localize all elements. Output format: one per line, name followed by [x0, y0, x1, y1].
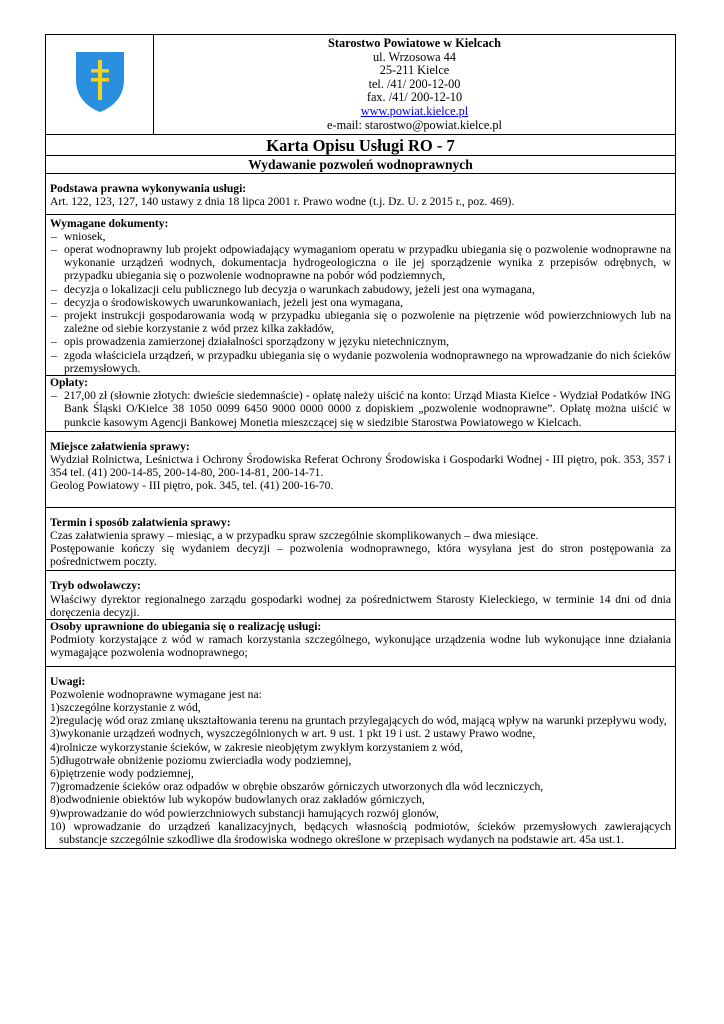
notes-intro: Pozwolenie wodnoprawne wymagane jest na: — [50, 687, 262, 701]
fees-list — [50, 389, 671, 429]
note-item: 7)gromadzenie ścieków oraz odpadów w obrębie obszarów górniczych utworzonych dla wód leczniczych, — [50, 780, 544, 794]
note-item: 5)długotrwałe obniżenie poziomu zwierciadła wody podziemnej, — [50, 753, 352, 767]
legal-basis-text: Art. 122, 123, 127, 140 ustawy z dnia 18 lipca 2001 r. Prawo wodne (t.j. Dz. U. z 2015 r., poz. 469). — [50, 195, 515, 209]
document-item: – decyzja o środowiskowych uwarunkowaniach, jeżeli jest ona wymagana, — [50, 296, 671, 309]
place-heading: Miejsce załatwienia sprawy: — [50, 439, 190, 453]
office-postal: 25-211 Kielce — [379, 63, 450, 78]
fee-item: – 217,00 zł (słownie złotych: dwieście siedemnaście) - opłatę należy uiścić na konto: Urząd Miasta Kielce - Wydział Podatków ING Bank Śląski O/Kielce 38 1050 0099 6450 9000 0000 0000 z dopiskiem „pozwolenie wodnoprawne”. Opłatę można uiścić w punkcie kasowym Agencji Bankowej Monetia mieszczącej się w siedzibie Starostwa Powiatowego w Kielcach. — [50, 389, 671, 429]
geolog-text: Geolog Powiatowy - III piętro, pok. 345, tel. (41) 200-16-70. — [50, 479, 334, 493]
office-name: Starostwo Powiatowe w Kielcach — [328, 36, 501, 50]
office-website-link[interactable]: www.powiat.kielce.pl — [360, 103, 469, 118]
documents-section — [46, 214, 676, 375]
note-item: 3)wykonanie urządzeń wodnych, wyszczególnionych w art. 9 ust. 1 pkt 19 i ust. 2 ustawy Prawo wodne, — [50, 727, 536, 741]
card-title: Karta Opisu Usługi RO - 7 — [46, 135, 676, 156]
service-card — [45, 34, 676, 849]
office-address — [154, 35, 676, 135]
term-text: Czas załatwienia sprawy – miesiąc, a w przypadku spraw szczególnie skomplikowanych – dwa miesiące. — [50, 528, 539, 542]
document-item: – opis prowadzenia zamierzonej działalności sporządzony w języku nietechnicznym, — [50, 335, 671, 348]
term-heading: Termin i sposób załatwienia sprawy: — [50, 515, 231, 529]
fees-section — [46, 376, 676, 432]
document-item: – projekt instrukcji gospodarowania wodą w przypadku ubiegania się o pozwolenie na piętrzenie wód powierzchniowych lub na zależne od siebie korzystanie z wód przez kilka zakładów, — [50, 309, 671, 335]
office-street: ul. Wrzosowa 44 — [373, 49, 456, 64]
term-section — [46, 507, 676, 571]
appeal-heading: Tryb odwoławczy: — [50, 579, 141, 593]
note-item: 9)wprowadzanie do wód powierzchniowych substancji hamujących rozwój glonów, — [50, 806, 439, 820]
title-row — [46, 135, 676, 156]
note-item: 4)rolnicze wykorzystanie ścieków, w zakresie nieobjętym zwykłym korzystaniem z wód, — [50, 740, 463, 754]
subtitle-row — [46, 156, 676, 174]
note-item: 6)piętrzenie wody podziemnej, — [50, 767, 194, 781]
notes-list — [50, 701, 671, 846]
documents-heading: Wymagane dokumenty: — [50, 216, 169, 230]
fees-heading: Opłaty: — [50, 376, 89, 389]
service-card-table — [45, 34, 676, 849]
notes-heading: Uwagi: — [50, 674, 86, 688]
logo-cell — [46, 35, 154, 135]
document-item: – decyzja o lokalizacji celu publicznego lub decyzja o warunkach zabudowy, jeżeli jest ona wymagana, — [50, 283, 671, 296]
office-fax: fax. /41/ 200-12-10 — [366, 90, 463, 105]
office-email: e-mail: starostwo@powiat.kielce.pl — [327, 117, 502, 132]
eligible-section — [46, 620, 676, 667]
office-tel: tel. /41/ 200-12-00 — [368, 76, 461, 91]
legal-basis-section — [46, 174, 676, 214]
documents-list — [50, 230, 671, 375]
note-item: 10) wprowadzanie do urządzeń kanalizacyjnych, będących własnością podmiotów, ścieków przemysłowych zawierających substancje szczególnie szkodliwe dla środowiska wodnego określone w przepisach wydanych na podstawie art. 45a ust.1. — [50, 819, 671, 847]
card-subtitle: Wydawanie pozwoleń wodnoprawnych — [46, 156, 676, 174]
place-text: Wydział Rolnictwa, Leśnictwa i Ochrony Środowiska Referat Ochrony Środowiska i Gospodarki Wodnej - III piętro, pok. 353, 357 i 354 tel. (41) 200-14-85, 200-14-80, 200-14-81, 200-14-71. — [50, 453, 671, 480]
header-row — [46, 35, 676, 135]
document-item: – wniosek, — [50, 230, 671, 243]
eligible-text: Podmioty korzystające z wód w ramach korzystania szczególnego, wykonujące urządzenia wodne lub wykonujące inne działania wymagające pozwolenia wodnoprawnego; — [50, 633, 671, 660]
notes-section — [46, 666, 676, 849]
term-result-text: Postępowanie kończy się wydaniem decyzji – pozwolenia wodnoprawnego, która wysyłana jest do stron postępowania za pośrednictwem poczty. — [50, 542, 671, 569]
place-section — [46, 431, 676, 507]
legal-basis-heading: Podstawa prawna wykonywania usługi: — [50, 182, 247, 196]
note-item: 2)regulację wód oraz zmianę ukształtowania terenu na gruntach przylegających do wód, mającą wpływ na warunki przepływu wody, — [50, 714, 667, 728]
document-item: – zgoda właściciela urządzeń, w przypadku ubiegania się o wydanie pozwolenia wodnoprawnego na wprowadzanie do nich ścieków przemysłowych. — [50, 349, 671, 375]
eligible-heading: Osoby uprawnione do ubiegania się o realizację usługi: — [50, 620, 322, 634]
appeal-section — [46, 571, 676, 620]
coat-of-arms-icon — [73, 50, 127, 114]
note-item: 1)szczególne korzystanie z wód, — [50, 701, 201, 715]
document-item: – operat wodnoprawny lub projekt odpowiadający wymaganiom operatu w przypadku ubiegania się o pozwolenie wodnoprawne na wykonanie urządzeń wodnych, dokumentacja hydrogeologiczna o ile jej sporządzenie wynika z przepisów odrębnych, w przypadku ubiegania się o pozwolenie wodnoprawne na pobór wód podziemnych, — [50, 243, 671, 283]
note-item: 8)odwodnienie obiektów lub wykopów budowlanych oraz zakładów górniczych, — [50, 793, 425, 807]
appeal-text: Właściwy dyrektor regionalnego zarządu gospodarki wodnej za pośrednictwem Starosty Kieleckiego, w terminie 14 dni od dnia doręczenia decyzji. — [50, 592, 671, 619]
